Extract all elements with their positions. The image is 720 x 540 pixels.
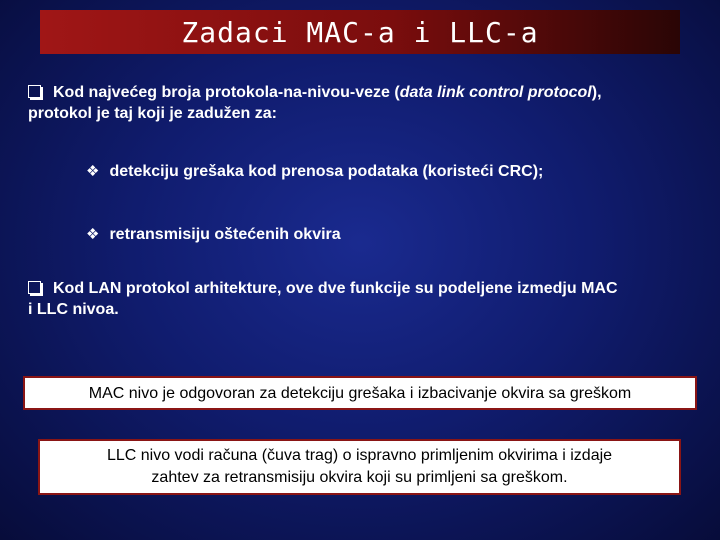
paragraph-2-line-1	[28, 278, 698, 299]
subitem-1	[86, 161, 543, 182]
square-outline-icon	[28, 281, 41, 294]
paragraph-1-text-a: Kod najvećeg broja protokola-na-nivou-veze (	[53, 84, 400, 101]
paragraph-1-text-b: ),	[591, 84, 602, 101]
llc-info-box	[38, 439, 681, 495]
diamond-star-icon: ❖	[86, 226, 100, 243]
paragraph-1	[28, 82, 698, 124]
subitem-2	[86, 224, 341, 245]
mac-info-text: MAC nivo je odgovoran za detekciju grešaka i izbacivanje okvira sa greškom	[88, 385, 632, 402]
mac-info-box	[23, 376, 697, 410]
paragraph-2-line-2: i LLC nivoa.	[28, 301, 119, 318]
paragraph-1-italic: data link control protocol	[399, 84, 592, 101]
paragraph-1-line-1	[28, 82, 698, 103]
diamond-star-icon: ❖	[86, 163, 100, 180]
title-bar	[40, 10, 680, 54]
subitem-2-text: retransmisiju oštećenih okvira	[109, 226, 341, 243]
paragraph-2	[28, 278, 698, 320]
paragraph-2-text: Kod LAN protokol arhitekture, ove dve funkcije su podeljene izmedju MAC	[53, 280, 618, 297]
slide-title: Zadaci MAC-a i LLC-a	[181, 15, 539, 49]
paragraph-1-line-2: protokol je taj koji je zadužen za:	[28, 105, 277, 122]
square-outline-icon	[28, 85, 41, 98]
llc-info-line-1: LLC nivo vodi računa (čuva trag) o ispravno primljenim okvirima i izdaje	[106, 447, 613, 464]
llc-info-line-2: zahtev za retransmisiju okvira koji su primljeni sa greškom.	[151, 469, 568, 486]
subitem-1-text: detekciju grešaka kod prenosa podataka (koristeći CRC);	[109, 163, 544, 180]
